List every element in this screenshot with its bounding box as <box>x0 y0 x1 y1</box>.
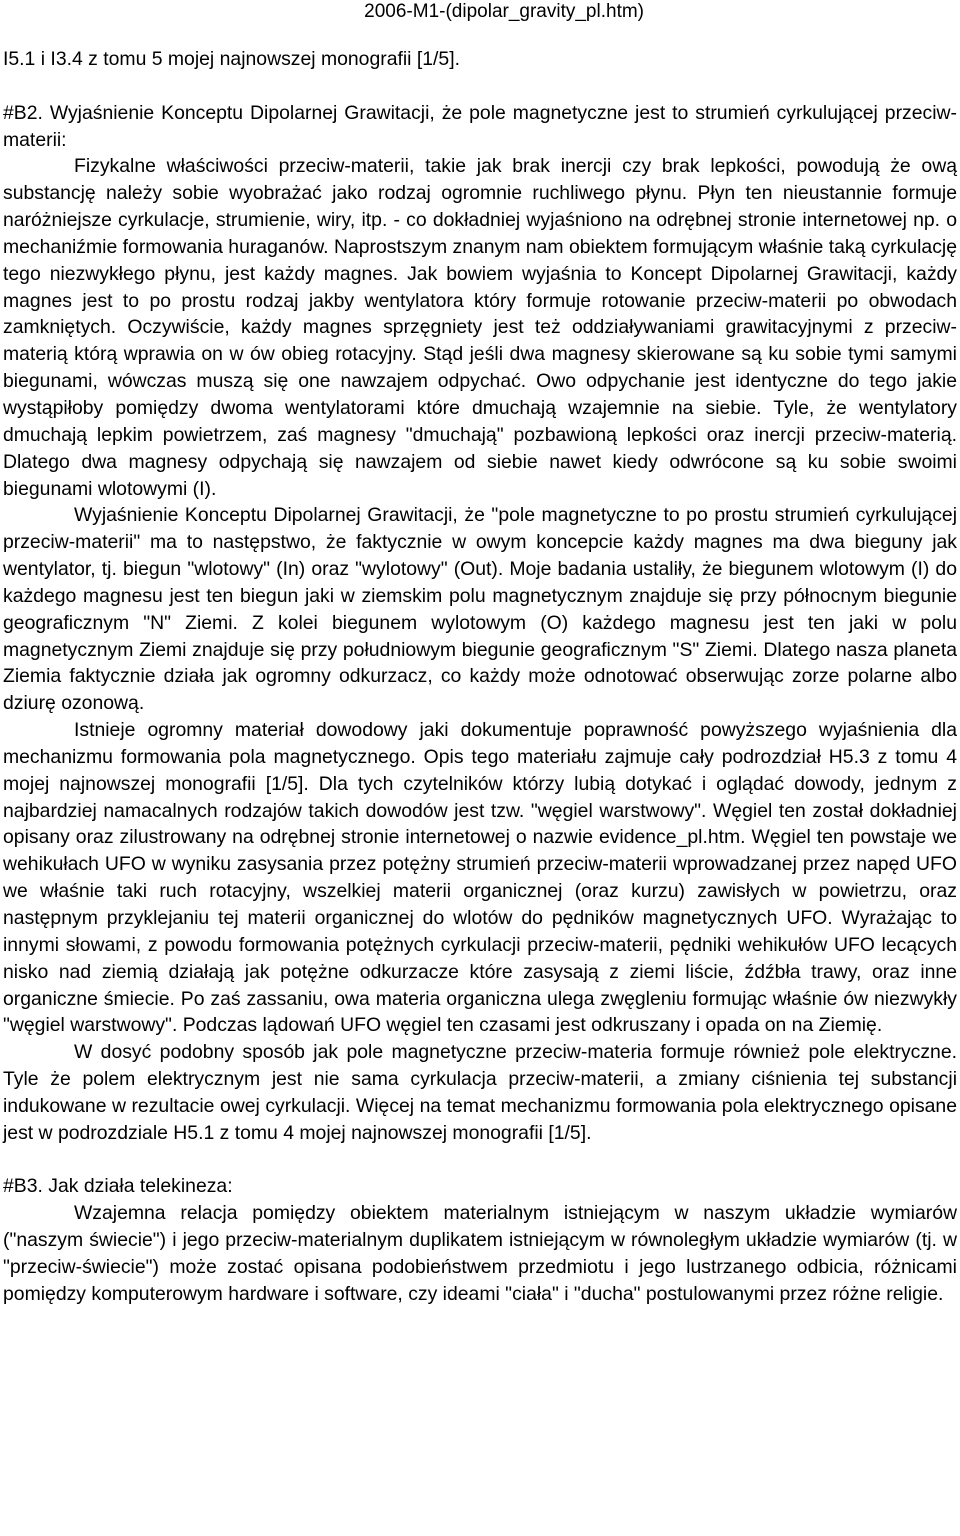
section-b2-paragraph-2: Wyjaśnienie Konceptu Dipolarnej Grawitacji, że "pole magnetyczne to po prostu strumień cyrkulującej przeciw-materii" ma to następstwo, że faktycznie w owym koncepcie każdy magnes ma dwa bieguny jak wentylator, tj. biegun "wlotowy" (In) oraz "wylotowy" (Out). Moje badania ustaliły, że biegunem wlotowym (I) do każdego magnesu jest ten biegun jaki w ziemskim polu magnetycznym znajduje się przy północnym biegunie geograficznym "N" Ziemi. Z kolei biegunem wylotowym (O) każdego magnesu jest ten jaki w polu magnetycznym Ziemi znajduje się przy południowym biegunie geograficznym "S" Ziemi. Dlatego nasza planeta Ziemia faktycznie działa jak ogromny odkurzacz, co każdy może odnotować obserwując zorze polarne albo dziurę ozonową. <box>3 504 957 715</box>
spacer <box>3 1147 957 1174</box>
page-header-filename: 2006-M1-(dipolar_gravity_pl.htm) <box>364 1 644 22</box>
document-body <box>3 46 957 1308</box>
spacer <box>3 73 957 100</box>
section-b2-paragraph-4: W dosyć podobny sposób jak pole magnetyczne przeciw-materia formuje również pole elektryczne. Tyle że polem elektrycznym jest nie sama cyrkulacja przeciw-materii, a zmiany ciśnienia tej substancji indukowane w rezultacie owej cyrkulacji. Więcej na temat mechanizmu formowania pola elektrycznego opisane jest w podrozdziale H5.1 z tomu 4 mojej najnowszej monografii [1/5]. <box>3 1041 957 1144</box>
section-b3-heading: #B3. Jak działa telekineza: <box>3 1175 233 1198</box>
section-b3-paragraph-1: Wzajemna relacja pomiędzy obiektem materialnym istniejącym w naszym układzie wymiarów ("naszym świecie") i jego przeciw-materialnym duplikatem istniejącym w równoległym układzie wymiarów (tj. w "przeciw-świecie") może zostać opisana podobieństwem przedmiotu i jego lustrzanego odbicia, różnicami pomiędzy komputerowym hardware i software, czy ideami "ciała" i "ducha" postulowanymi przez różne religie. <box>3 1202 957 1305</box>
section-b2-heading: #B2. Wyjaśnienie Konceptu Dipolarnej Grawitacji, że pole magnetyczne jest to strumień cyrkulującej przeciw-materii: <box>3 101 957 151</box>
section-b2-paragraph-3: Istnieje ogromny materiał dowodowy jaki dokumentuje poprawność powyższego wyjaśnienia dla mechanizmu formowania pola magnetycznego. Opis tego materiału zajmuje cały podrozdział H5.3 z tomu 4 mojej najnowszej monografii [1/5]. Dla tych czytelników którzy lubią dotykać i oglądać dowody, jednym z najbardziej namacalnych rodzajów takich dowodów jest tzw. "węgiel warstwowy". Węgiel ten został dokładniej opisany oraz zilustrowany na odrębnej stronie internetowej o nazwie evidence_pl.htm. Węgiel ten powstaje we wehikułach UFO w wyniku zasysania przez potężny strumień przeciw-materii wprowadzanej przez napęd UFO we właśnie taki ruch rotacyjny, wszelkiej materii organicznej (oraz kurzu) zawisłych w powietrzu, oraz następnym przyklejaniu tej materii organicznej do wlotów do pędników magnetycznych UFO. Wyrażając to innymi słowami, z powodu formowania potężnych cyrkulacji przeciw-materii, pędniki wehikułów UFO lecących nisko nad ziemią działają jak potężne odkurzacze które zasysają z ziemi liście, źdźbła trawy, oraz inne organiczne śmiecie. Po zaś zassaniu, owa materia organiczna ulega zwęgleniu formując właśnie ów niezwykły "węgiel warstwowy". Podczas lądowań UFO węgiel ten czasami jest odkruszany i opada on na Ziemię. <box>3 719 957 1037</box>
reference-line: I5.1 i I3.4 z tomu 5 mojej najnowszej monografii [1/5]. <box>3 48 460 70</box>
section-b2-paragraph-1: Fizykalne właściwości przeciw-materii, takie jak brak inercji czy brak lepkości, powodują że ową substancję należy sobie wyobrażać jako rodzaj ogromnie ruchliwego płynu. Płyn ten nieustannie formuje naróżniejsze cyrkulacje, strumienie, wiry, itp. - co dokładniej wyjaśniono na odrębnej stronie internetowej np. o mechaniźmie formowania huraganów. Naprostszym znanym nam obiektem formującym właśnie taką cyrkulację tego niezwykłego płynu, jest każdy magnes. Jak bowiem wyjaśnia to Koncept Dipolarnej Grawitacji, każdy magnes jest to po prostu rodzaj jakby wentylatora który formuje rotowanie przeciw-materii po obwodach zamkniętych. Oczywiście, każdy magnes sprzęgniety jest też oddziaływaniami grawitacyjnymi z przeciw-materią którą wprawia on w ów obieg rotacyjny. Stąd jeśli dwa magnesy skierowane są ku sobie tymi samymi biegunami, wówczas muszą się one nawzajem odpychać. Owo odpychanie jest identyczne do tego jakie wystąpiłoby pomiędzy dwoma wentylatorami które dmuchają wzajemnie na siebie. Tyle, że wentylatory dmuchają lepkim powietrzem, zaś magnesy "dmuchają" pozbawioną lepkości oraz inercji przeciw-materią. Dlatego dwa magnesy odpychają się nawzajem od siebie nawet kiedy odwrócone są ku sobie swoimi biegunami wlotowymi (I). <box>3 155 957 500</box>
